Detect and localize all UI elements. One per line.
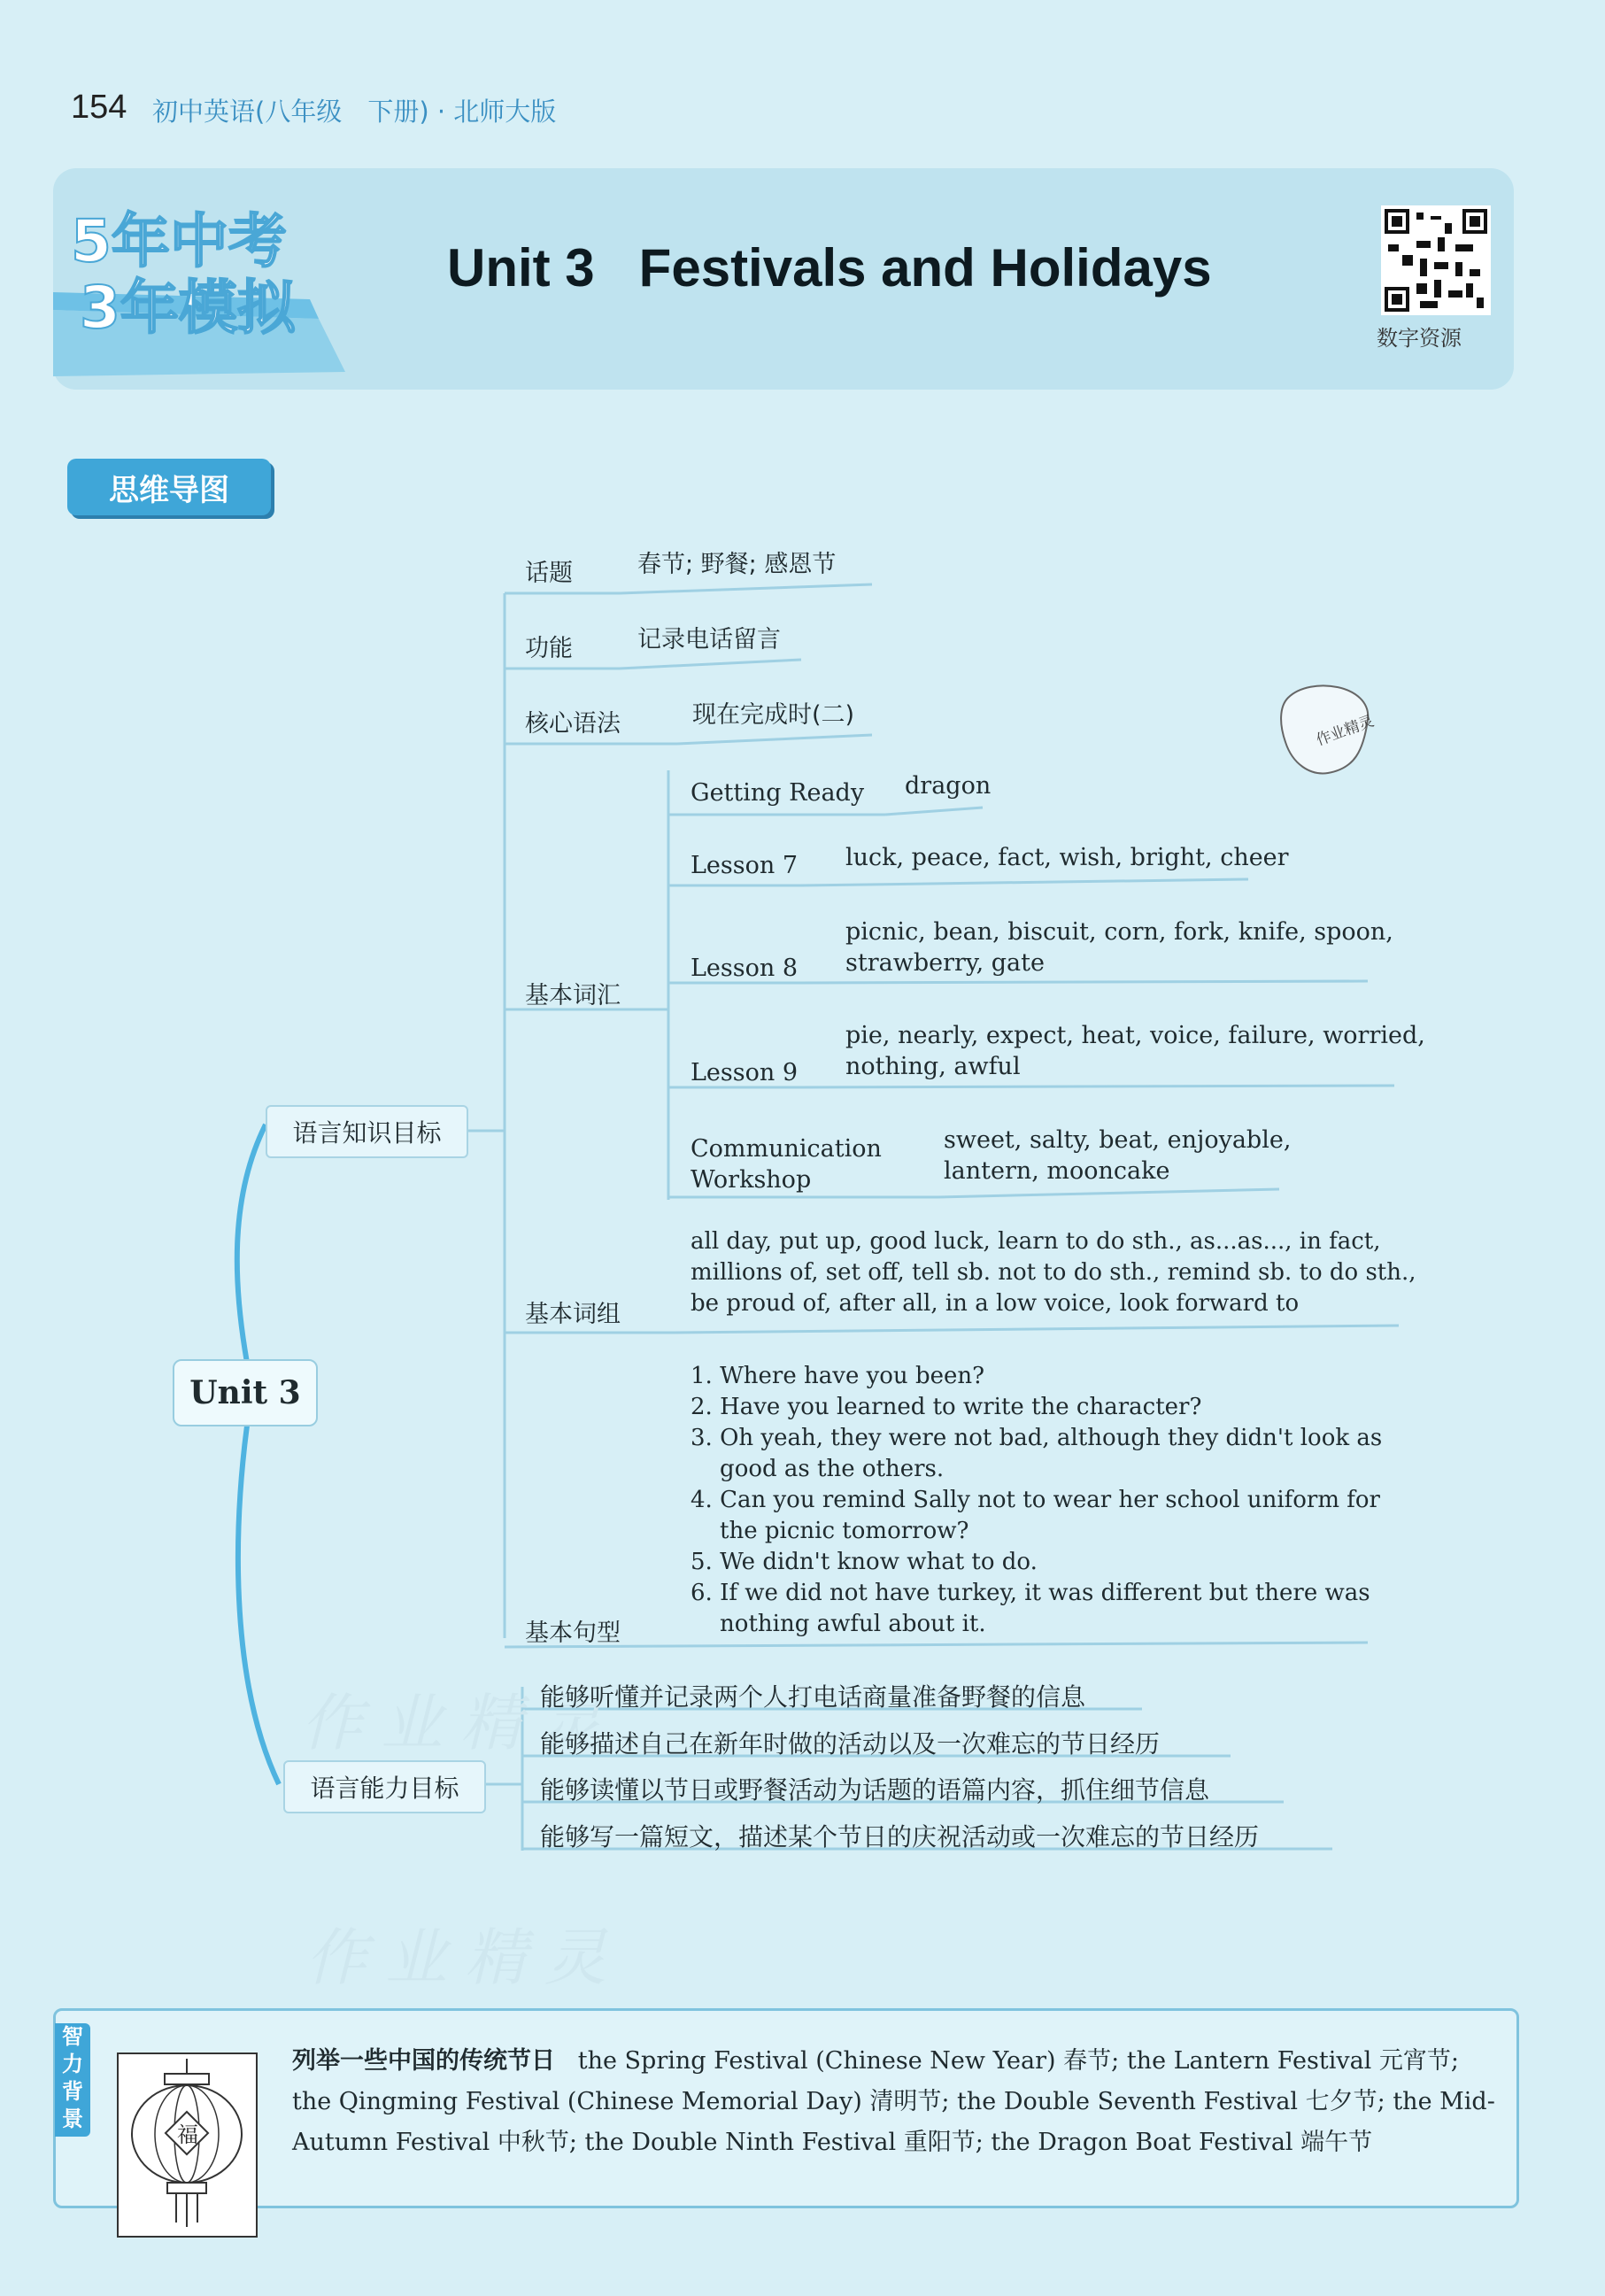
- background-body: the Spring Festival (Chinese New Year) 春节; the Lantern Festival 元宵节; the Qingming Festival (Chinese Memorial Day) 清明节; the Double Seventh Festival 七夕节; the Mid-Autumn Festival 中秋节; the Double Ninth Festival 重阳节; the Dragon Boat Festival 端午节: [292, 2047, 1495, 2156]
- book-title: 初中英语(八年级 下册) · 北师大版: [152, 97, 557, 127]
- vocab-lesson-9: pie, nearly, expect, heat, voice, failure, worried, nothing, awful: [845, 1022, 1425, 1080]
- watermark: 作业精灵: [305, 1921, 624, 1994]
- mindmap-root: Unit 3: [173, 1359, 318, 1426]
- svg-text:3年模拟: 3年模拟: [80, 274, 296, 342]
- function-value: 记录电话留言: [637, 626, 781, 653]
- svg-text:福: 福: [177, 2122, 198, 2147]
- sentence-item: 2. Have you learned to write the character?: [691, 1394, 1202, 1420]
- sentences-label: 基本句型: [525, 1620, 621, 1647]
- page-number: 154: [71, 89, 127, 126]
- vocab-getting-ready: dragon: [905, 772, 992, 800]
- sentences-list: [691, 1361, 1382, 1640]
- background-heading: 列举一些中国的传统节日: [292, 2047, 555, 2075]
- ability-item: 能够写一篇短文，描述某个节日的庆祝活动或一次难忘的节日经历: [540, 1822, 1260, 1851]
- sentence-item: 4. Can you remind Sally not to wear her school uniform for the picnic tomorrow?: [691, 1487, 1380, 1544]
- lesson-9: Lesson 9: [691, 1059, 799, 1086]
- ability-item: 能够描述自己在新年时做的活动以及一次难忘的节日经历: [540, 1729, 1161, 1759]
- phrases-label: 基本词组: [525, 1301, 621, 1328]
- stamp-icon: [1275, 680, 1377, 786]
- unit-title: Unit 3 Festivals and Holidays: [447, 238, 1212, 298]
- grammar-value: 现在完成时(二): [692, 701, 855, 729]
- sentence-item: 5. We didn't know what to do.: [691, 1549, 1038, 1575]
- sentence-item: 3. Oh yeah, they were not bad, although they didn't look as good as the others.: [691, 1425, 1383, 1482]
- grammar-label: 核心语法: [525, 710, 621, 738]
- function-label: 功能: [525, 635, 573, 662]
- knowledge-goal-box: 语言知识目标: [266, 1105, 468, 1158]
- watermark: 作业精灵: [301, 1687, 620, 1759]
- sentence-item: 1. Where have you been?: [691, 1363, 985, 1389]
- ability-goal-box: 语言能力目标: [283, 1760, 486, 1813]
- vocab-lesson-7: luck, peace, fact, wish, bright, cheer: [845, 844, 1289, 871]
- vocab-label: 基本词汇: [525, 982, 621, 1009]
- svg-text:作业精灵: 作业精灵: [1314, 712, 1377, 750]
- lesson-7: Lesson 7: [691, 852, 799, 879]
- background-tag: 智力背景: [55, 2023, 90, 2137]
- topic-value: 春节; 野餐; 感恩节: [637, 551, 837, 578]
- phrases-value: all day, put up, good luck, learn to do sth., as...as..., in fact, millions of, set off, tell sb. not to do sth., remind sb. to do sth., be proud of, after all, in a low voice, look forward to: [691, 1228, 1416, 1317]
- vocab-lesson-8: picnic, bean, biscuit, corn, fork, knife, spoon, strawberry, gate: [845, 918, 1393, 977]
- sentence-item: 6. If we did not have turkey, it was different but there was nothing awful about it.: [691, 1580, 1370, 1637]
- background-text: [292, 2041, 1496, 2163]
- lantern-illustration: [117, 2052, 258, 2238]
- ability-item: 能够读懂以节日或野餐活动为话题的语篇内容，抓住细节信息: [540, 1775, 1210, 1805]
- qr-label: 数字资源: [1377, 326, 1462, 351]
- section-badge: 思维导图: [67, 459, 271, 515]
- topic-label: 话题: [525, 560, 573, 587]
- svg-text:5年中考: 5年中考: [71, 207, 287, 275]
- lesson-getting-ready: Getting Ready: [691, 779, 865, 807]
- ability-item: 能够听懂并记录两个人打电话商量准备野餐的信息: [540, 1682, 1086, 1712]
- lantern-icon: [119, 2054, 256, 2236]
- lesson-8: Lesson 8: [691, 955, 799, 982]
- lesson-communication-workshop: Communication Workshop: [691, 1135, 882, 1194]
- vocab-communication-workshop: sweet, salty, beat, enjoyable, lantern, mooncake: [944, 1126, 1292, 1185]
